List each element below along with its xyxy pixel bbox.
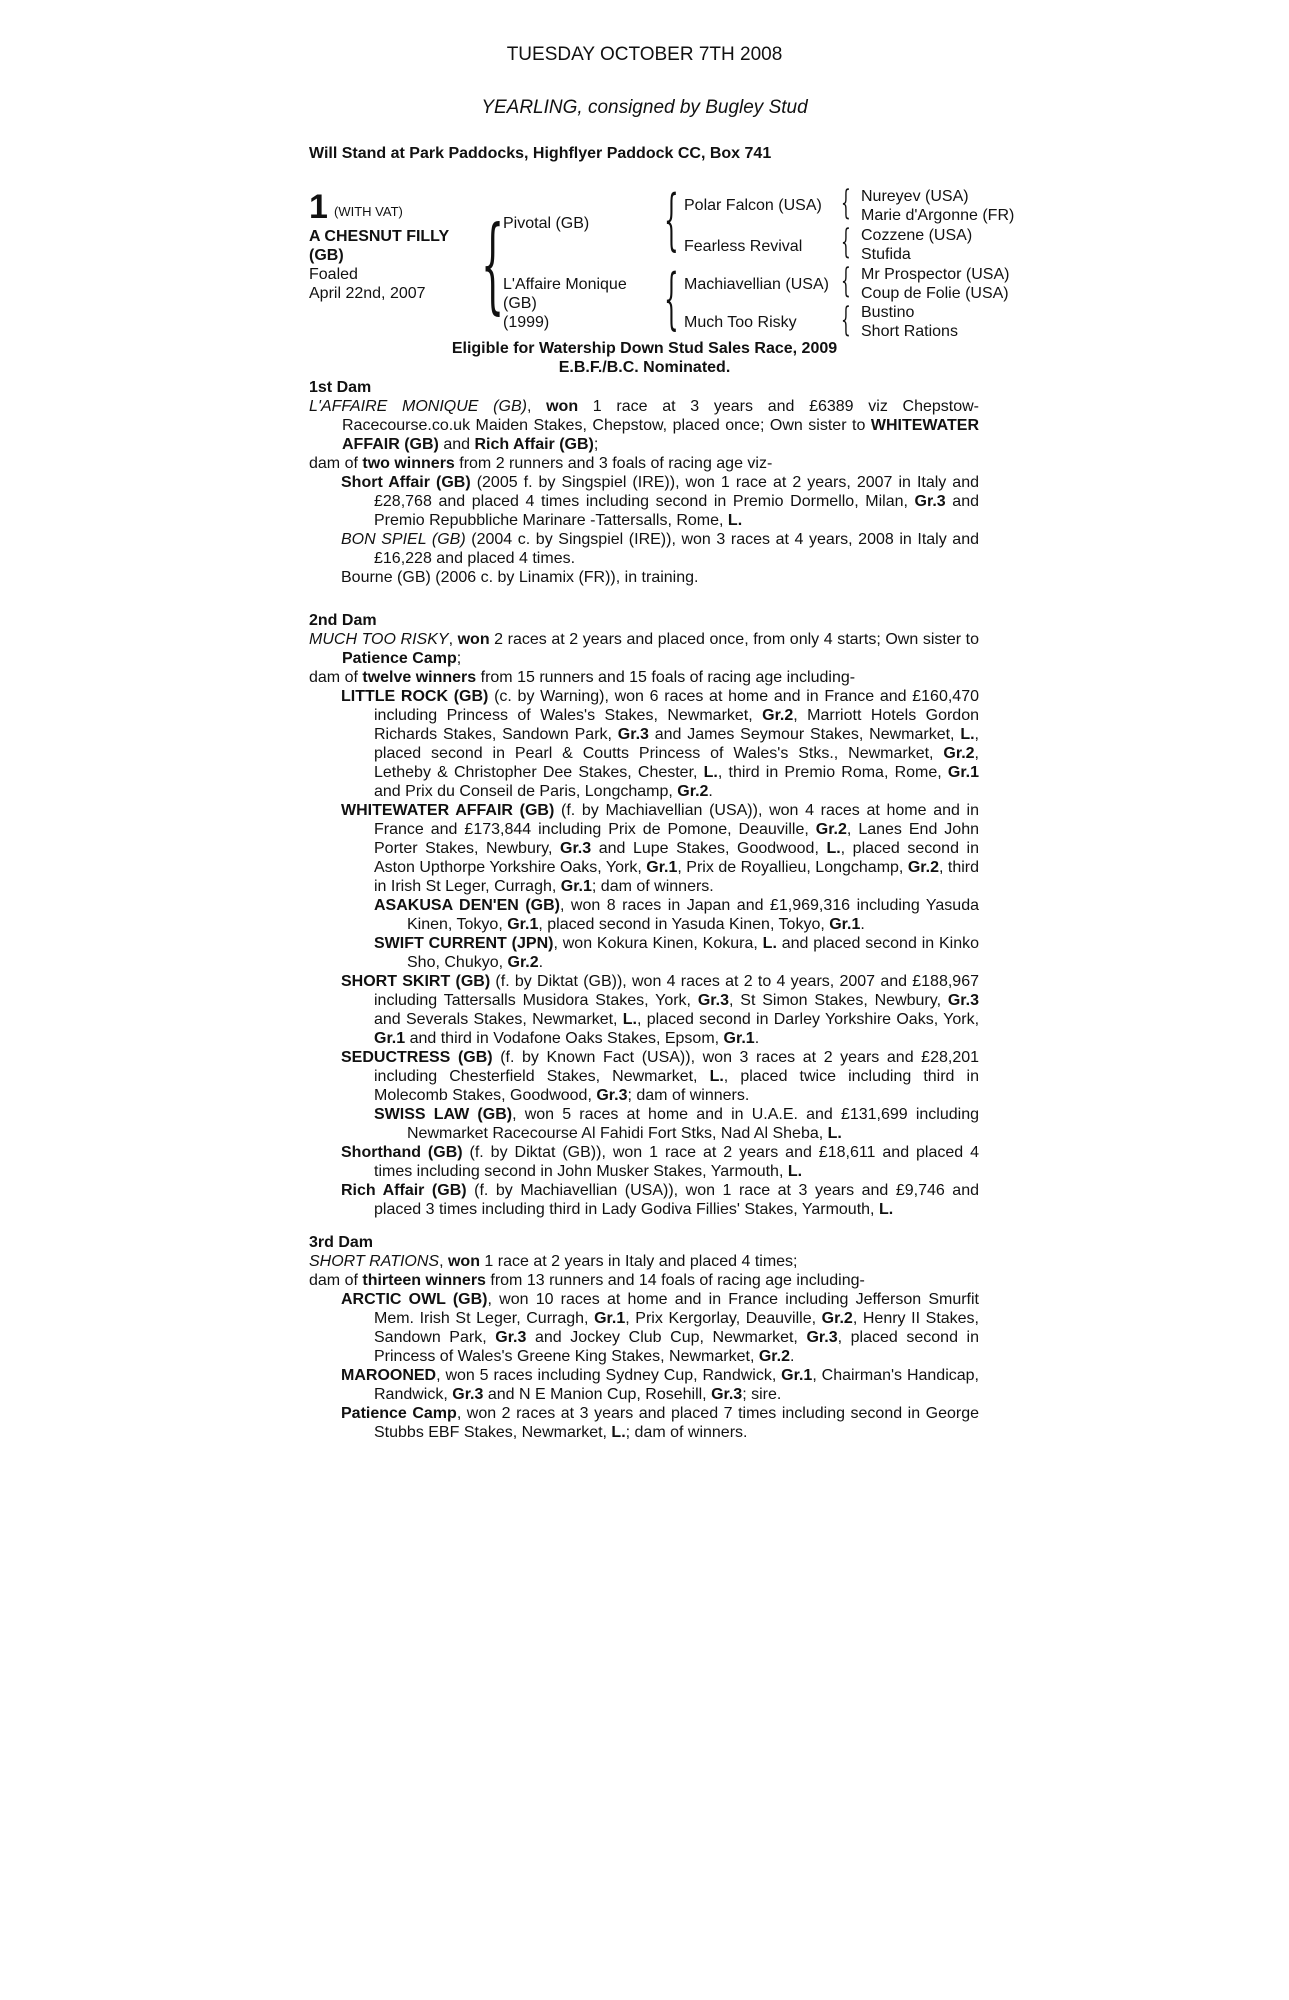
third-dam-record: SHORT RATIONS, won 1 race at 2 years in Italy and placed 4 times; bbox=[309, 1253, 798, 1270]
pedigree-sss: Nureyev (USA) bbox=[861, 188, 969, 205]
pedigree-brace-dd: { bbox=[841, 300, 851, 340]
second-dam-record: MUCH TOO RISKY, won 2 races at 2 years and placed once, from only 4 starts; Own sister to Patience Camp; bbox=[309, 631, 979, 667]
eligibility-race: Eligible for Watership Down Stud Sales Race, 2009 bbox=[451, 340, 838, 357]
pedigree-dam-dam: Much Too Risky bbox=[684, 314, 797, 331]
pedigree-brace-dam: { bbox=[664, 260, 679, 337]
pedigree-brace-main: { bbox=[481, 203, 505, 325]
produce-arctic-owl: ARCTIC OWL (GB), won 10 races at home and in France including Jefferson Smurfit Mem. Irish St Leger, Curragh, Gr.1, Prix Kergorlay, Deauville, Gr.2, Henry II Stakes, Sandown Park, Gr.3 and Jockey Club Cup, Newmarket, Gr.3, placed second in Princess of Wales's Greene King Stakes, Newmarket, Gr.2. bbox=[341, 1291, 980, 1365]
produce-swiss-law: SWISS LAW (GB), won 5 races at home and in U.A.E. and £131,699 including Newmarket Racecourse Al Fahidi Fort Stks, Nad Al Sheba, L. bbox=[374, 1106, 980, 1142]
pedigree-sdd: Stufida bbox=[861, 246, 911, 263]
pedigree-dam-year: (1999) bbox=[503, 314, 550, 331]
first-dam-record: L'AFFAIRE MONIQUE (GB), won 1 race at 3 years and £6389 viz Chepstow-Racecourse.co.uk Maiden Stakes, Chepstow, placed once; Own sister to WHITEWATER AFFAIR (GB) and Rich Affair (GB); bbox=[309, 398, 980, 453]
pedigree-brace-sd: { bbox=[841, 222, 851, 262]
produce-little-rock: LITTLE ROCK (GB) (c. by Warning), won 6 races at home and in France and £160,470 including Princess of Wales's Stakes, Newmarket, Gr.2, Marriott Hotels Gordon Richards Stakes, Sandown Park, Gr.3 and James Seymour Stakes, Newmarket, L., placed second in Pearl & Coutts Princess of Wales's Stks., Newmarket, Gr.2, Letheby & Christopher Dee Stakes, Chester, L., third in Premio Roma, Rome, Gr.1 and Prix du Conseil de Paris, Longchamp, Gr.2. bbox=[341, 688, 980, 800]
pedigree-dsd: Coup de Folie (USA) bbox=[861, 285, 1009, 302]
pedigree-brace-sire: { bbox=[664, 181, 679, 258]
produce-short-affair: Short Affair (GB) (2005 f. by Singspiel (IRE)), won 1 race at 2 years, 2007 in Italy and £28,768 and placed 4 times including second in Premio Dormello, Milan, Gr.3 and Premio Repubbliche Marinare -Tattersalls, Rome, L. bbox=[341, 474, 979, 529]
stand-location: Will Stand at Park Paddocks, Highflyer Paddock CC, Box 741 bbox=[309, 145, 772, 162]
third-dam-section bbox=[309, 1233, 979, 1442]
pedigree-dds: Bustino bbox=[861, 304, 915, 321]
pedigree-dam: L'Affaire Monique bbox=[503, 276, 627, 293]
pedigree-brace-ss: { bbox=[841, 183, 851, 223]
foaled-date: April 22nd, 2007 bbox=[309, 285, 426, 302]
produce-bourne: Bourne (GB) (2006 c. by Linamix (FR)), in training. bbox=[341, 569, 699, 586]
lot-title-suffix: (GB) bbox=[309, 247, 344, 264]
third-dam-produce-summary: dam of thirteen winners from 13 runners and 14 foals of racing age including- bbox=[309, 1272, 865, 1289]
produce-bon-spiel: BON SPIEL (GB) (2004 c. by Singspiel (IRE)), won 3 races at 4 years, 2008 in Italy and £16,228 and placed 4 times. bbox=[341, 531, 980, 567]
second-dam-section bbox=[309, 611, 979, 1219]
pedigree-sire-sire: Polar Falcon (USA) bbox=[684, 197, 822, 214]
produce-whitewater-affair: WHITEWATER AFFAIR (GB) (f. by Machiavellian (USA)), won 4 races at home and in France and £173,844 including Prix de Pomone, Deauville, Gr.2, Lanes End John Porter Stakes, Newbury, Gr.3 and Lupe Stakes, Goodwood, L., placed second in Aston Upthorpe Yorkshire Oaks, York, Gr.1, Prix de Royallieu, Longchamp, Gr.2, third in Irish St Leger, Curragh, Gr.1; dam of winners. bbox=[341, 802, 980, 895]
produce-asakusa-denen: ASAKUSA DEN'EN (GB), won 8 races in Japan and £1,969,316 including Yasuda Kinen, Tokyo, Gr.1, placed second in Yasuda Kinen, Tokyo, Gr.1. bbox=[374, 897, 979, 933]
foaled-label: Foaled bbox=[309, 266, 358, 283]
first-dam-heading: 1st Dam bbox=[309, 379, 372, 396]
sale-date: TUESDAY OCTOBER 7TH 2008 bbox=[506, 44, 783, 65]
pedigree-sire-dam: Fearless Revival bbox=[684, 238, 803, 255]
produce-seductress: SEDUCTRESS (GB) (f. by Known Fact (USA)), won 3 races at 2 years and £28,201 including Chesterfield Stakes, Newmarket, L., placed twice including third in Molecomb Stakes, Goodwood, Gr.3; dam of winners. bbox=[341, 1049, 980, 1104]
produce-marooned: MAROONED, won 5 races including Sydney Cup, Randwick, Gr.1, Chairman's Handicap, Randwick, Gr.3 and N E Manion Cup, Rosehill, Gr.3; sire. bbox=[341, 1367, 979, 1403]
pedigree-dam-sire: Machiavellian (USA) bbox=[684, 276, 829, 293]
pedigree-dss: Mr Prospector (USA) bbox=[861, 266, 1010, 283]
lot-title: A CHESNUT FILLY bbox=[309, 228, 450, 245]
produce-short-skirt: SHORT SKIRT (GB) (f. by Diktat (GB)), won 4 races at 2 to 4 years, 2007 and £188,967 including Tattersalls Musidora Stakes, York, Gr.3, St Simon Stakes, Newbury, Gr.3 and Severals Stakes, Newmarket, L., placed second in Darley Yorkshire Oaks, York, Gr.1 and third in Vodafone Oaks Stakes, Epsom, Gr.1. bbox=[341, 973, 980, 1047]
pedigree-ssd: Marie d'Argonne (FR) bbox=[861, 207, 1015, 224]
produce-shorthand: Shorthand (GB) (f. by Diktat (GB)), won 1 race at 2 years and £18,611 and placed 4 times including second in John Musker Stakes, Yarmouth, L. bbox=[341, 1144, 980, 1180]
vat-note: (WITH VAT) bbox=[334, 204, 403, 219]
produce-swift-current: SWIFT CURRENT (JPN), won Kokura Kinen, Kokura, L. and placed second in Kinko Sho, Chukyo, Gr.2. bbox=[374, 935, 980, 971]
produce-rich-affair: Rich Affair (GB) (f. by Machiavellian (USA)), won 1 race at 3 years and £9,746 and placed 3 times including third in Lady Godiva Fillies' Stakes, Yarmouth, L. bbox=[341, 1182, 980, 1218]
first-dam-produce-summary: dam of two winners from 2 runners and 3 foals of racing age viz- bbox=[309, 455, 773, 472]
second-dam-produce-summary: dam of twelve winners from 15 runners and 15 foals of racing age including- bbox=[309, 669, 856, 686]
first-dam-section bbox=[309, 378, 979, 587]
pedigree-dam-country: (GB) bbox=[503, 295, 537, 312]
pedigree-sds: Cozzene (USA) bbox=[861, 227, 973, 244]
lot-number: 1 bbox=[309, 188, 328, 226]
pedigree-ddd: Short Rations bbox=[861, 323, 958, 340]
pedigree-sire: Pivotal (GB) bbox=[503, 215, 590, 232]
second-dam-heading: 2nd Dam bbox=[309, 612, 377, 629]
pedigree-brace-ds: { bbox=[841, 261, 851, 301]
produce-patience-camp: Patience Camp, won 2 races at 3 years and placed 7 times including second in George Stubbs EBF Stakes, Newmarket, L.; dam of winners. bbox=[341, 1405, 979, 1441]
eligibility-nomination: E.B.F./B.C. Nominated. bbox=[558, 359, 731, 376]
consignment-line: YEARLING, consigned by Bugley Stud bbox=[481, 97, 808, 118]
third-dam-heading: 3rd Dam bbox=[309, 1234, 374, 1251]
